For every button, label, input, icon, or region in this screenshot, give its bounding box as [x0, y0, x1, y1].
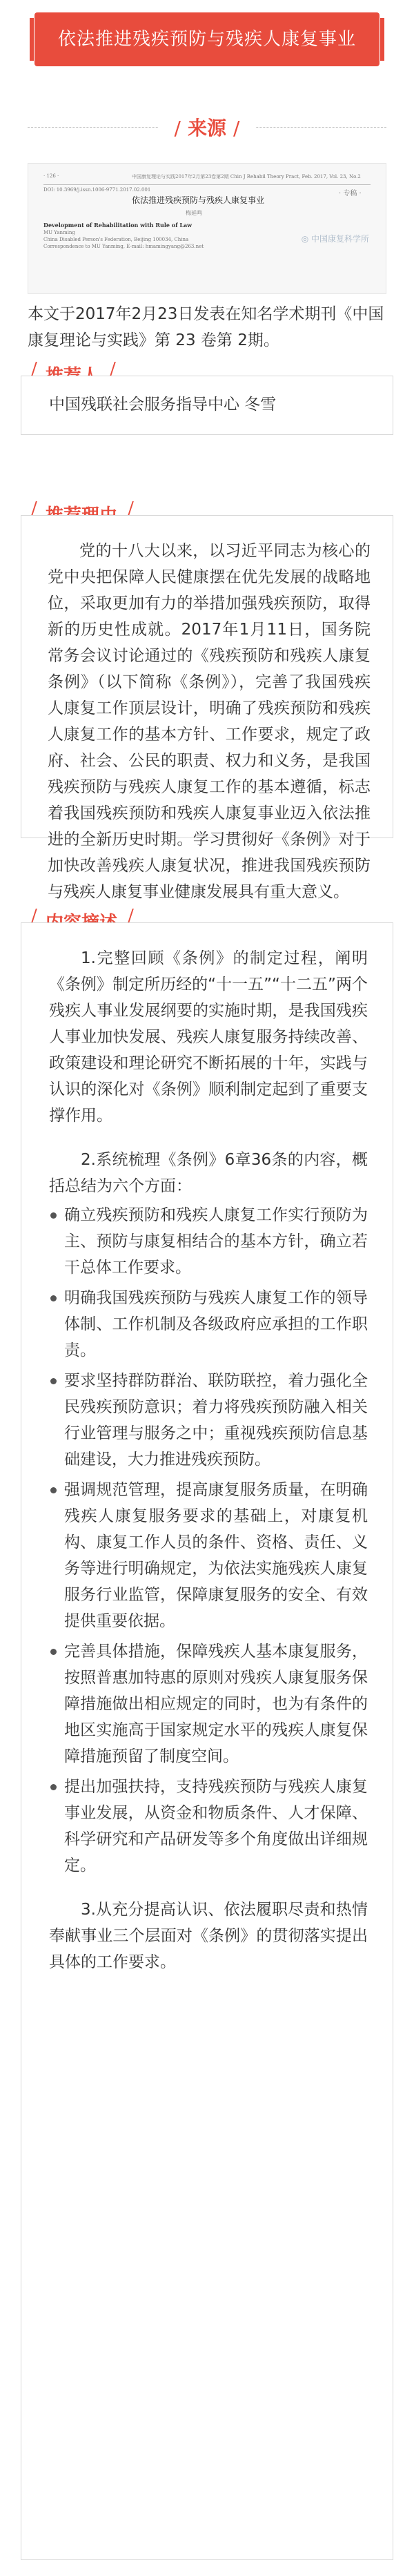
paper-english-title: Development of Rehabilitation with Rule of Law [43, 222, 193, 229]
list-item: 明确我国残疾预防与残疾人康复工作的领导体制、工作机制及各级政府应承担的工作职责。 [49, 1285, 368, 1364]
summary-paragraph-3: 3.从充分提高认识、依法履职尽责和热情奉献事业三个层面对《条例》的贯彻落实提出具体的工作要求。 [49, 1901, 368, 1971]
paper-title: 依法推进残疾预防与残疾人康复事业 [132, 195, 265, 205]
reason-box [21, 515, 393, 901]
paper-correspondence: Correspondence to MU Yanming, E-mail: hmamingyang@263.net [43, 244, 204, 249]
list-item: 强调规范管理，提高康复服务质量，在明确残疾人康复服务要求的基础上，对康复机构、康复工作人员的条件、资格、责任、义务等进行明确规定，为依法实施残疾人康复服务行业监管，保障康复服务的安全、有效提供重要依据。 [49, 1477, 368, 1634]
paper-journal-line: 中国康复理论与实践2017年2月第23卷第2期 Chin J Rehabil Theory Pract, Feb. 2017, Vol. 23, No.2 [132, 174, 361, 180]
source-heading: / 来源 / [159, 113, 255, 141]
paper-english-author: MU Yanming [43, 230, 75, 235]
recommender-value: 中国残联社会服务指导中心 冬雪 [49, 396, 277, 414]
paper-author: 梅延鸣 [186, 210, 202, 216]
page-title: 依法推进残疾预防与残疾人康复事业 [34, 12, 379, 66]
list-item: 提出加强扶持，支持残疾预防与残疾人康复事业发展，从资金和物质条件、人才保障、科学研究和产品研发等多个角度做出详细规定。 [49, 1774, 368, 1879]
summary-paragraph-2: 2.系统梳理《条例》6章36条的内容，概括总结为六个方面： [49, 1151, 368, 1195]
list-item: 确立残疾预防和残疾人康复工作实行预防为主、预防与康复相结合的基本方针，确立若干总体工作要求。 [49, 1202, 368, 1281]
paper-column-tag: · 专稿 · [339, 190, 362, 197]
reason-text: 党的十八大以来，以习近平同志为核心的党中央把保障人民健康摆在优先发展的战略地位，采取更加有力的举措加强残疾预防，取得新的历史性成就。2017年1月11日，国务院常务会议讨论通过的《残疾预防和残疾人康复条例》（以下简称《条例》），完善了我国残疾人康复工作顶层设计，明确了残疾预防和残疾人康复工作的基本方针、工作要求，规定了政府、社会、公民的职责、权力和义务，是我国残疾预防与残疾人康复工作的基本遵循，标志着我国残疾预防和残疾人康复事业迈入依法推进的全新历史时期。学习贯彻好《条例》对于加快改善残疾人康复状况，推进我国残疾预防与残疾人康复事业健康发展具有重大意义。 [48, 542, 371, 901]
paper-doi: DOI: 10.3969/j.issn.1006-9771.2017.02.001 [43, 187, 151, 193]
summary-bullet-list [49, 1202, 368, 1879]
list-item: 要求坚持群防群治、联防联控，着力强化全民残疾预防意识；着力将残疾预防融入相关行业管理与服务之中；重视残疾预防信息基础建设，大力推进残疾预防。 [49, 1368, 368, 1473]
paper-thumbnail [28, 163, 386, 294]
paper-page-number: · 126 · [43, 173, 59, 179]
paper-rule [43, 184, 371, 185]
summary-paragraph-1: 1.完整回顾《条例》的制定过程，阐明《条例》制定所历经的“十一五”“十二五”两个残疾人事业发展纲要的实施时期，是我国残疾人事业加快发展、残疾人康复服务持续改善、政策建设和理论研究不断拓展的十年，实践与认识的深化对《条例》顺利制定起到了重要支撑作用。 [49, 949, 368, 1125]
summary-box [21, 922, 393, 2560]
recommender-box [21, 376, 393, 435]
watermark: ◎ 中国康复科学所 [301, 234, 369, 244]
list-item: 完善具体措施，保障残疾人基本康复服务，按照普惠加特惠的原则对残疾人康复服务保障措施做出相应规定的同时，也为有条件的地区实施高于国家规定水平的残疾人康复保障措施预留了制度空间。 [49, 1638, 368, 1770]
source-section-header [0, 110, 414, 145]
source-label: 来源 [187, 117, 227, 139]
paper-affiliation: China Disabled Person's Federation, Beijing 100034, China [43, 237, 189, 242]
summary-content [49, 945, 368, 1975]
watermark-text: 中国康复科学所 [310, 234, 369, 244]
source-description: 本文于2017年2月23日发表在知名学术期刊《中国康复理论与实践》第 23 卷第 2期。 [28, 305, 384, 349]
